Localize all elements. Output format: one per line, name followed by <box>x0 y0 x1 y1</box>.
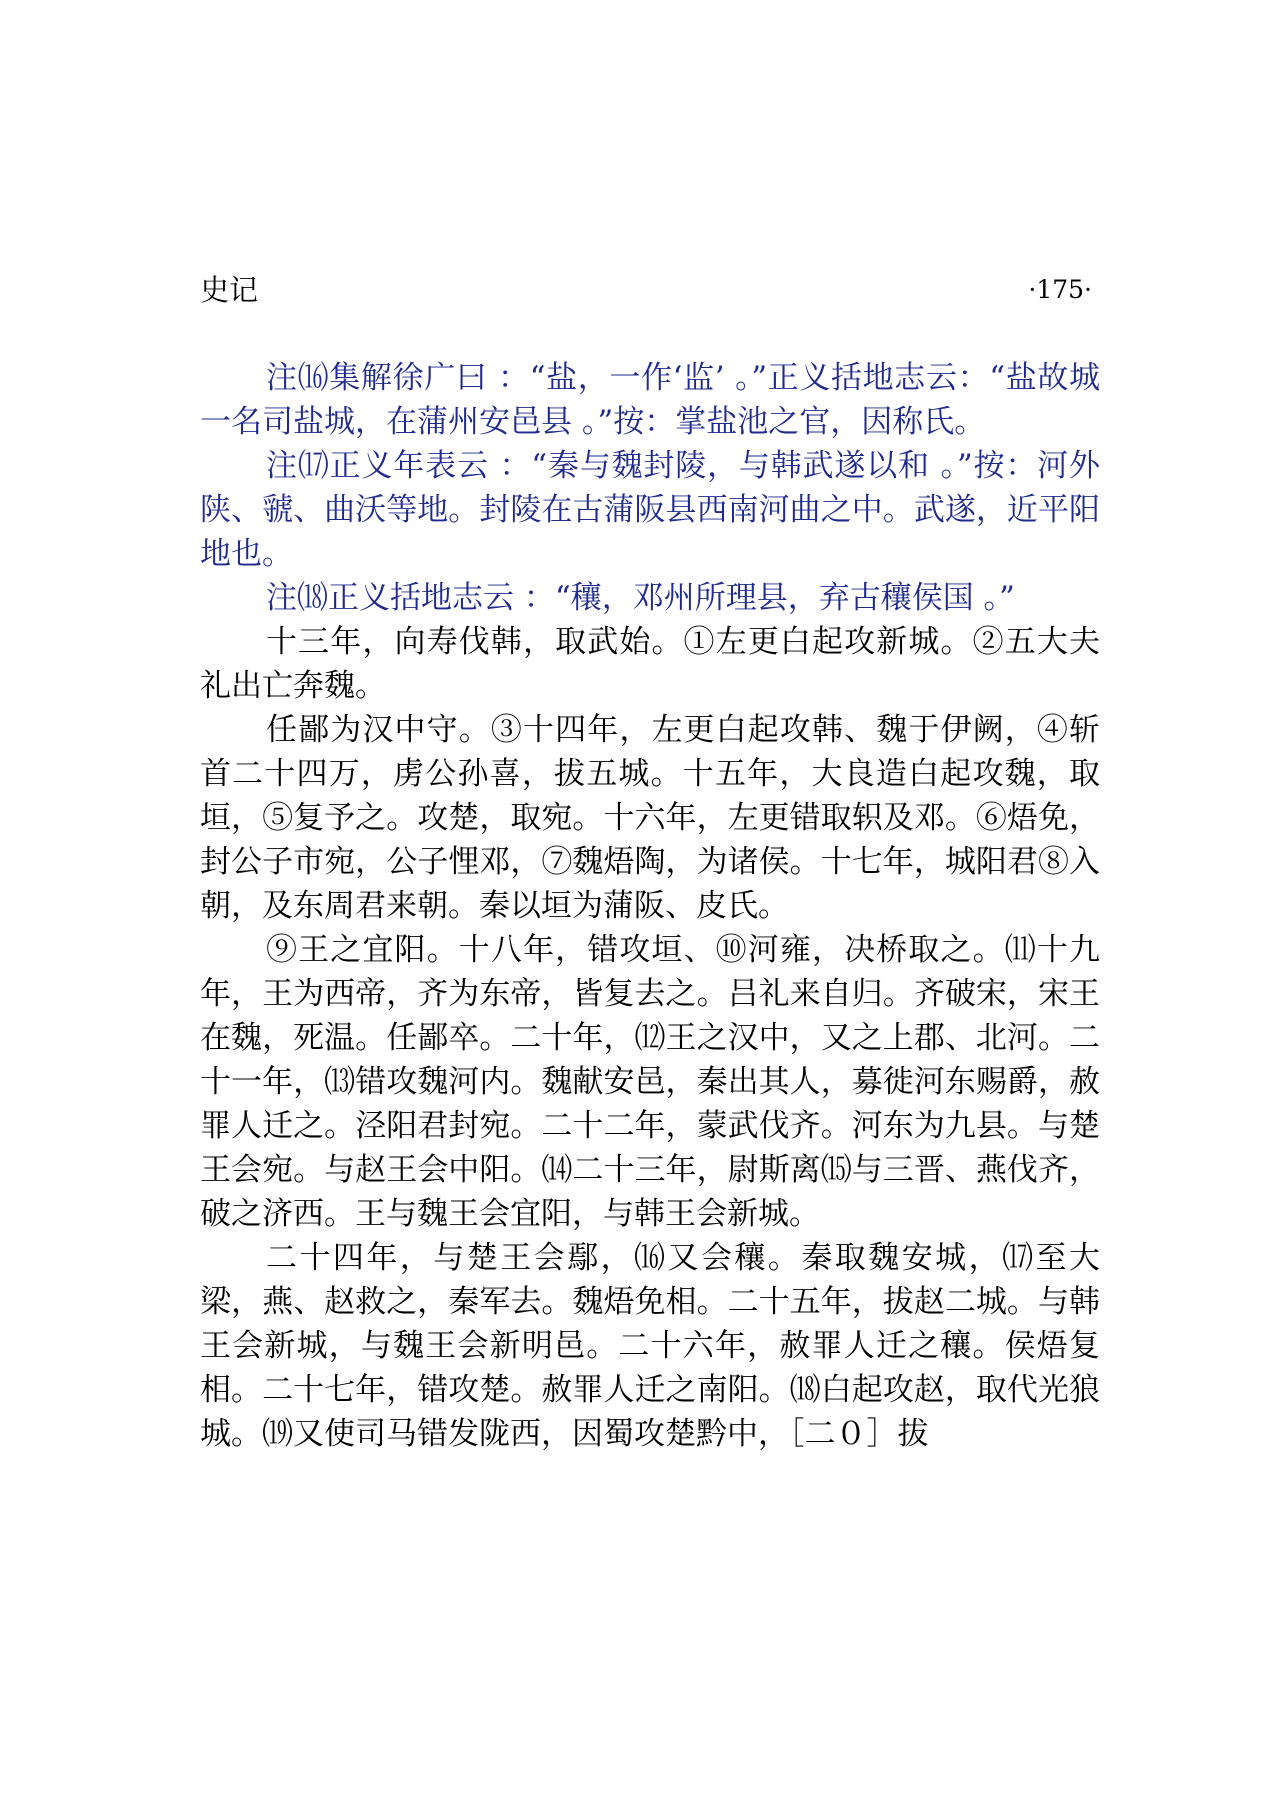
page-number: ·175· <box>1028 275 1092 304</box>
page-body <box>200 356 1100 1456</box>
page-header <box>200 270 1092 310</box>
running-title: 史记 <box>200 273 259 307</box>
body-paragraph: 十三年，向寿伐韩，取武始。①左更白起攻新城。②五大夫礼出亡奔魏。 <box>200 624 1100 704</box>
body-paragraph: 二十四年，与楚王会鄢，⒃又会穰。秦取魏安城，⒄至大梁，燕、赵救之，秦军去。魏焐免相。二十五年，拔赵二城。与韩王会新城，与魏王会新明邑。二十六年，赦罪人迁之穰。侯焐复相。二十七年，错攻楚。赦罪人迁之南阳。⒅白起攻赵，取代光狼城。⒆又使司马错发陇西，因蜀攻楚黔中，［二０］拔 <box>200 1240 1100 1452</box>
body-paragraph: 任鄙为汉中守。③十四年，左更白起攻韩、魏于伊阙，④斩首二十四万，虏公孙喜，拔五城。十五年，大良造白起攻魏，取垣，⑤复予之。攻楚，取宛。十六年，左更错取轵及邓。⑥焐免，封公子市宛，公子悝邓，⑦魏焐陶，为诸侯。十七年，城阳君⑧入朝，及东周君来朝。秦以垣为蒲阪、皮氏。 <box>200 712 1100 924</box>
annotation-note-18: 注⒅正义括地志云 ：“穰，邓州所理县，弃古穰侯国 。” <box>266 580 1015 616</box>
annotation-note-16: 注⒃集解徐广曰 ：“盐，一作‘监’ 。”正义括地志云：“盐故城一名司盐城，在蒲州安邑县 。”按：掌盐池之官，因称氏。 <box>200 360 1100 440</box>
body-paragraph: ⑨王之宜阳。十八年，错攻垣、⑩河雍，决桥取之。⑾十九年，王为西帝，齐为东帝，皆复去之。吕礼来自归。齐破宋，宋王在魏，死温。任鄙卒。二十年，⑿王之汉中，又之上郡、北河。二十一年，⒀错攻魏河内。魏献安邑，秦出其人，募徙河东赐爵，赦罪人迁之。泾阳君封宛。二十二年，蒙武伐齐。河东为九县。与楚王会宛。与赵王会中阳。⒁二十三年，尉斯离⒂与三晋、燕伐齐，破之济西。王与魏王会宜阳，与韩王会新城。 <box>200 932 1100 1232</box>
annotation-note-17: 注⒄正义年表云 ：“秦与魏封陵，与韩武遂以和 。”按：河外陕、虢、曲沃等地。封陵在古蒲阪县西南河曲之中。武遂，近平阳地也。 <box>200 448 1100 572</box>
